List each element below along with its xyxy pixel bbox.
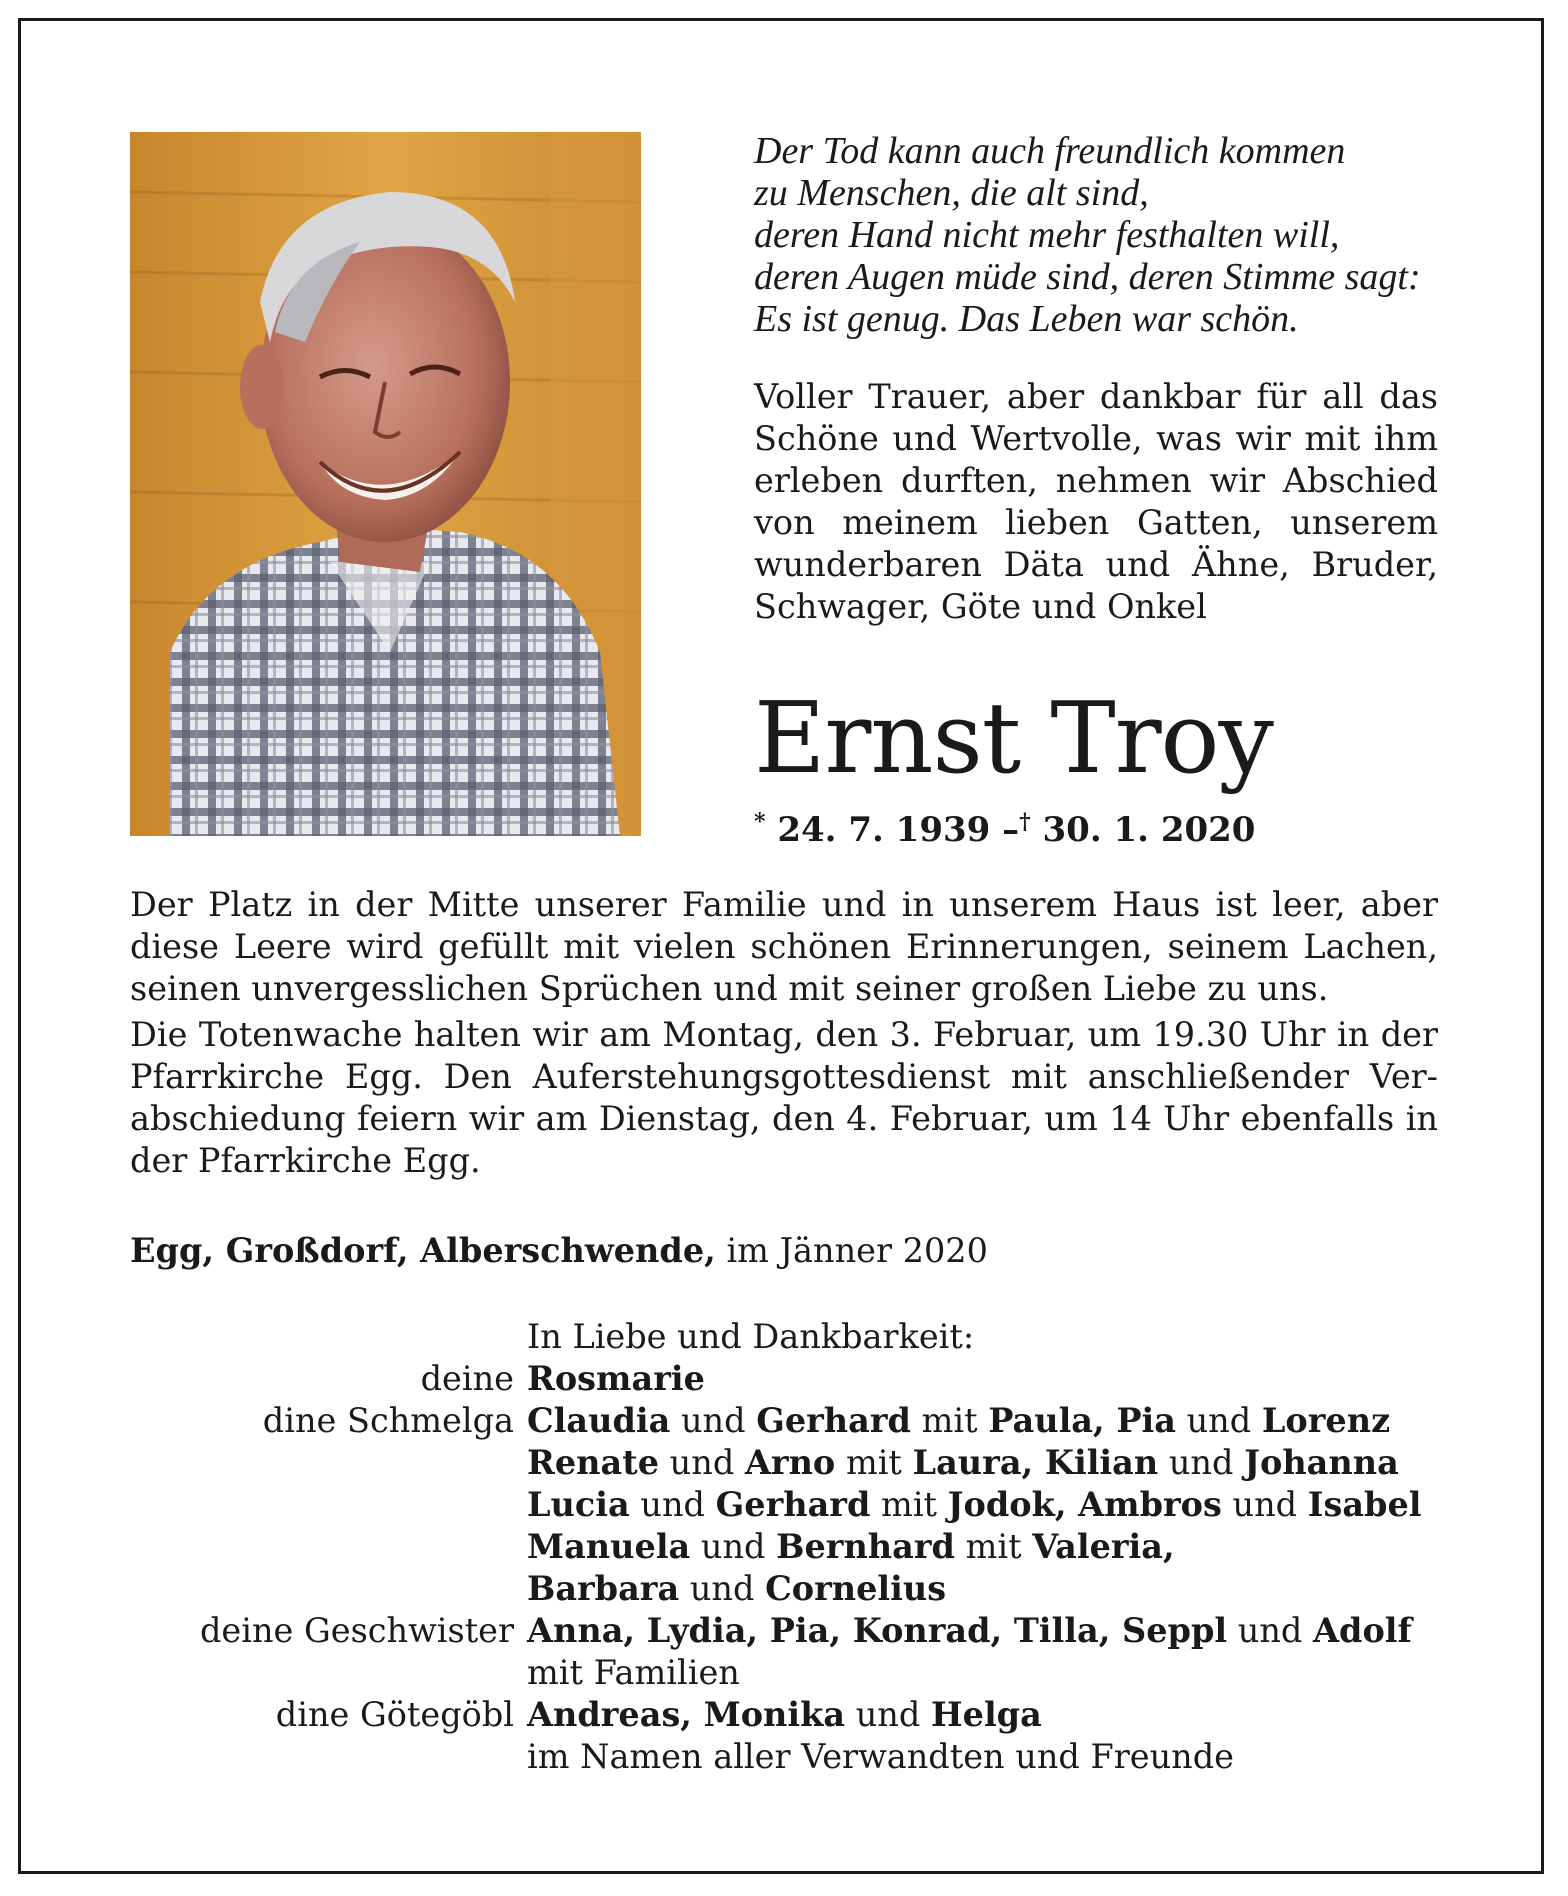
birth-symbol: * xyxy=(754,809,766,835)
mourner-name: Adolf xyxy=(1313,1611,1412,1650)
mourner-name: Gerhard xyxy=(715,1485,871,1524)
mourner-row xyxy=(527,1442,1399,1484)
death-symbol: † xyxy=(1019,809,1031,835)
body-line: Die Totenwache halten wir am Montag, den 3. Februar, um 19.30 Uhr in der xyxy=(130,1015,1438,1054)
mourner-name: Valeria, xyxy=(1032,1527,1175,1566)
conjunction: mit xyxy=(845,1443,902,1482)
mourner-name: Laura, Kilian xyxy=(912,1443,1159,1482)
life-dates xyxy=(754,800,1255,852)
mourner-label: deine xyxy=(420,1359,514,1398)
intro-line: Schwager, Göte und Onkel xyxy=(754,587,1207,626)
poem-line: deren Augen müde sind, deren Stimme sagt: xyxy=(754,256,1421,298)
mourner-row xyxy=(527,1484,1422,1526)
mourner-row xyxy=(527,1568,946,1610)
poem-line: Der Tod kann auch freundlich kommen xyxy=(754,130,1346,172)
mourner-name: Johanna xyxy=(1244,1443,1399,1482)
body-line: Pfarrkirche Egg. Den Auferstehungsgottesdienst mit anschließender Ver- xyxy=(130,1057,1438,1096)
intro-line: wunderbaren Däta und Ähne, Bruder, xyxy=(754,545,1438,584)
conjunction: und xyxy=(1232,1485,1298,1524)
mourner-row xyxy=(527,1694,1042,1736)
birth-date: 24. 7. 1939 xyxy=(777,810,991,850)
mourner-label: dine Schmelga xyxy=(262,1401,514,1440)
mourner-name: Renate xyxy=(527,1443,660,1482)
mourner-label: deine Geschwister xyxy=(199,1611,514,1650)
mourners-heading: In Liebe und Dankbarkeit: xyxy=(527,1317,975,1356)
conjunction: mit xyxy=(881,1485,937,1524)
intro-text xyxy=(754,376,1438,628)
intro-line: Voller Trauer, aber dankbar für all das xyxy=(754,377,1438,416)
mourner-name: Arno xyxy=(744,1443,836,1482)
mourner-name: Rosmarie xyxy=(527,1359,705,1398)
conjunction: und xyxy=(855,1695,921,1734)
mourner-name: Lorenz xyxy=(1261,1401,1391,1440)
conjunction: und xyxy=(1168,1443,1234,1482)
mourner-name: Lucia xyxy=(527,1485,630,1524)
month-year: im Jänner 2020 xyxy=(726,1231,988,1270)
intro-line: erleben durften, nehmen wir Abschied xyxy=(754,461,1438,500)
mourner-name: Barbara xyxy=(527,1569,680,1608)
conjunction: und xyxy=(700,1527,766,1566)
body-line: diese Leere wird gefüllt mit vielen schönen Erinnerungen, seinem Lachen, xyxy=(130,927,1438,966)
memory-paragraph xyxy=(130,884,1438,1010)
deceased-name: Ernst Troy xyxy=(754,682,1273,796)
body-line: abschiedung feiern wir am Dienstag, den 4. Februar, um 14 Uhr ebenfalls in xyxy=(130,1099,1438,1138)
mourner-label: dine Götegöbl xyxy=(275,1695,514,1734)
body-text xyxy=(130,884,1438,1186)
mourner-name: Andreas, Monika xyxy=(527,1695,846,1734)
mourner-row xyxy=(527,1400,1390,1442)
mourner-name: Isabel xyxy=(1307,1485,1422,1524)
mourner-row xyxy=(527,1610,1412,1652)
portrait-photo xyxy=(130,132,641,836)
mourner-name: Bernhard xyxy=(776,1527,955,1566)
death-date: 30. 1. 2020 xyxy=(1042,810,1256,850)
intro-line: von meinem lieben Gatten, unserem xyxy=(754,503,1438,542)
conjunction: und xyxy=(640,1485,706,1524)
mourner-name: Helga xyxy=(930,1695,1042,1734)
mourner-name: Manuela xyxy=(527,1527,691,1566)
mourner-row xyxy=(527,1526,1175,1568)
body-line: der Pfarrkirche Egg. xyxy=(130,1141,481,1180)
poem-line: deren Hand nicht mehr festhalten will, xyxy=(754,214,1340,256)
poem-line: Es ist genug. Das Leben war schön. xyxy=(754,298,1299,340)
mourner-name: Paula, Pia xyxy=(988,1401,1176,1440)
conjunction: und xyxy=(1237,1611,1303,1650)
conjunction: und xyxy=(689,1569,755,1608)
closing-line: im Namen aller Verwandten und Freunde xyxy=(527,1737,1235,1776)
intro-line: Schöne und Wertvolle, was wir mit ihm xyxy=(754,419,1438,458)
body-line: Der Platz in der Mitte unserer Familie und in unserem Haus ist leer, aber xyxy=(130,885,1438,924)
conjunction: mit xyxy=(965,1527,1022,1566)
mourner-name: Cornelius xyxy=(765,1569,947,1608)
body-line: seinen unvergesslichen Sprüchen und mit seiner großen Liebe zu uns. xyxy=(130,969,1329,1008)
conjunction: und xyxy=(669,1443,735,1482)
siblings-note: mit Familien xyxy=(527,1653,740,1692)
poem-line: zu Menschen, die alt sind, xyxy=(754,172,1149,214)
mourner-name: Jodok, Ambros xyxy=(947,1485,1222,1524)
place-date-line xyxy=(130,1230,988,1272)
conjunction: mit xyxy=(921,1401,978,1440)
mourners-list xyxy=(0,1316,1568,1778)
conjunction: und xyxy=(1186,1401,1252,1440)
mourner-name: Gerhard xyxy=(756,1401,911,1440)
service-paragraph xyxy=(130,1014,1438,1182)
mourner-name: Claudia xyxy=(527,1401,671,1440)
poem xyxy=(754,130,1434,340)
date-separator: – xyxy=(1002,810,1020,850)
conjunction: und xyxy=(680,1401,746,1440)
mourner-name: Anna, Lydia, Pia, Konrad, Tilla, Seppl xyxy=(527,1611,1228,1650)
places: Egg, Großdorf, Alberschwende, xyxy=(130,1231,716,1270)
